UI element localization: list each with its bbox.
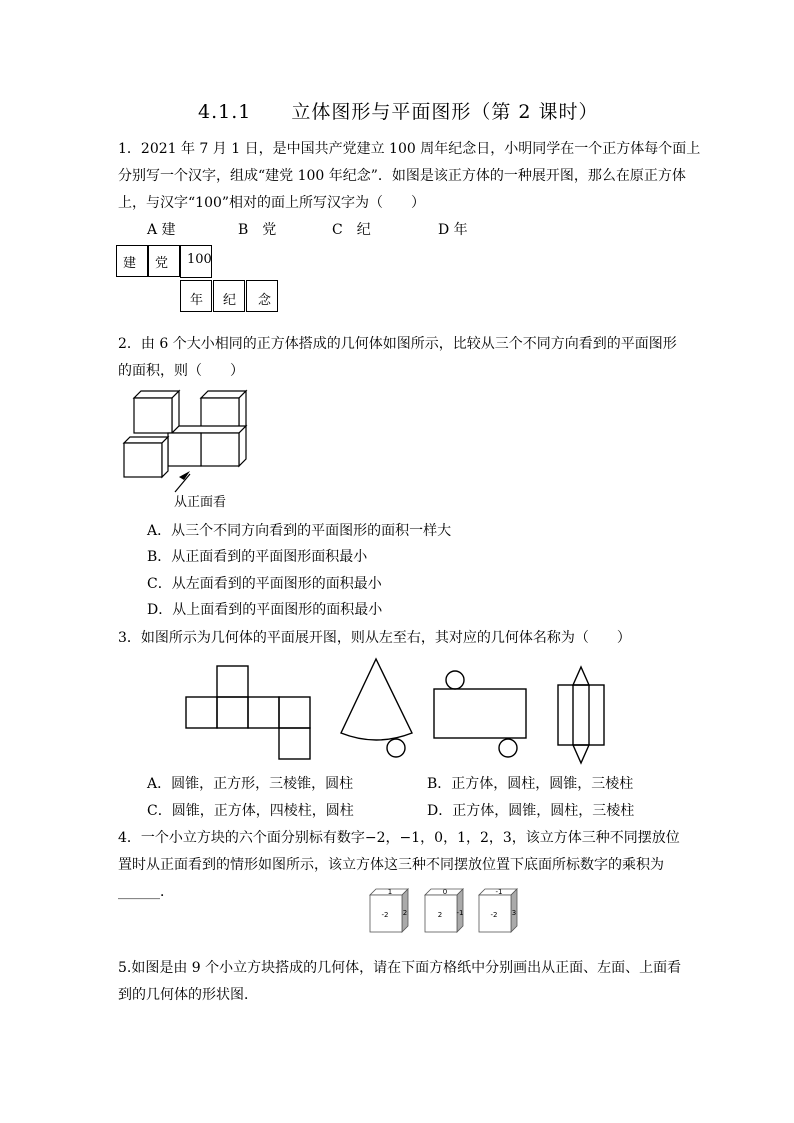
cube-1-top: 1	[387, 888, 393, 896]
q4-line-1: 4．一个小立方块的六个面分别标有数字−2，−1，0，1，2，3，该立方体三种不同摆放位	[118, 830, 680, 846]
net-cell-4: 年	[180, 280, 212, 312]
q3-nets-figure	[180, 655, 620, 767]
q2-line-1: 2．由 6 个大小相同的正方体搭成的几何体如图所示，比较从三个不同方向看到的平面图形	[118, 336, 677, 352]
q2-option-b[interactable]: B．从正面看到的平面图形面积最小	[147, 549, 368, 565]
q4-answer-blank[interactable]: ______．	[118, 884, 174, 900]
q2-cube-stack-figure	[118, 385, 258, 510]
q2-option-a[interactable]: A．从三个不同方向看到的平面图形的面积一样大	[147, 523, 452, 539]
q3-option-b[interactable]: B．正方体，圆柱，圆锥，三棱柱	[427, 776, 634, 792]
cube-3-front: -2	[490, 911, 498, 919]
q5-line-1: 5.如图是由 9 个小立方块搭成的几何体，请在下面方格纸中分别画出从正面、左面、上面看	[118, 960, 682, 976]
cube-1-side: 2	[402, 909, 408, 917]
cube-2-top: 0	[442, 888, 448, 896]
prism-net-shape	[558, 667, 604, 763]
page-title: 4.1.1 立体图形与平面图形（第 2 课时）	[198, 101, 599, 123]
q3-option-a[interactable]: A．圆锥，正方形，三棱锥，圆柱	[147, 776, 354, 792]
cube-3-side: 3	[511, 909, 517, 917]
q1-option-b[interactable]: B 党	[238, 222, 277, 238]
q4-line-2: 置时从正面看到的情形如图所示，该立方体这三种不同摆放位置下底面所标数字的乘积为	[118, 857, 664, 873]
net-cell-1: 建	[116, 245, 148, 277]
net-cell-6: 念	[246, 280, 278, 312]
q2-option-d[interactable]: D．从上面看到的平面图形的面积最小	[147, 602, 383, 618]
net-cell-2: 党	[148, 245, 180, 277]
cylinder-net-shape	[434, 671, 526, 757]
cube-3-top: -1	[495, 888, 503, 896]
q3-line: 3．如图所示为几何体的平面展开图，则从左至右，其对应的几何体名称为（ ）	[118, 630, 631, 646]
q3-option-d[interactable]: D．正方体，圆锥，圆柱，三棱柱	[427, 803, 635, 819]
q1-line-2: 分别写一个汉字，组成“建党 100 年纪念”．如图是该正方体的一种展开图，那么在原正方体	[118, 168, 686, 184]
q1-line-3: 上，与汉字“100”相对的面上所写汉字为（ ）	[118, 195, 426, 211]
q3-option-c[interactable]: C．圆锥，正方体，四棱柱，圆柱	[147, 803, 354, 819]
q2-line-2: 的面积，则（ ）	[118, 363, 244, 379]
cube-2-front: 2	[437, 911, 443, 919]
q2-figure-label: 从正面看	[174, 495, 227, 510]
cone-net-shape	[341, 659, 412, 757]
cube-2-side: -1	[456, 909, 464, 917]
cube-1-front: -2	[381, 911, 389, 919]
net-cell-3: 100	[180, 245, 212, 278]
q1-option-c[interactable]: C 纪	[332, 222, 371, 238]
cube-net-shape	[186, 666, 310, 759]
q5-line-2: 到的几何体的形状图．	[118, 987, 258, 1003]
q1-line-1: 1．2021 年 7 月 1 日，是中国共产党建立 100 周年纪念日，小明同学在一个正方体每个面上	[118, 141, 701, 157]
q1-option-d[interactable]: D 年	[438, 222, 468, 238]
net-cell-5: 纪	[213, 280, 245, 312]
q2-option-c[interactable]: C．从左面看到的平面图形的面积最小	[147, 576, 382, 592]
q4-cubes-figure	[366, 886, 526, 936]
q1-option-a[interactable]: A 建	[147, 222, 176, 238]
